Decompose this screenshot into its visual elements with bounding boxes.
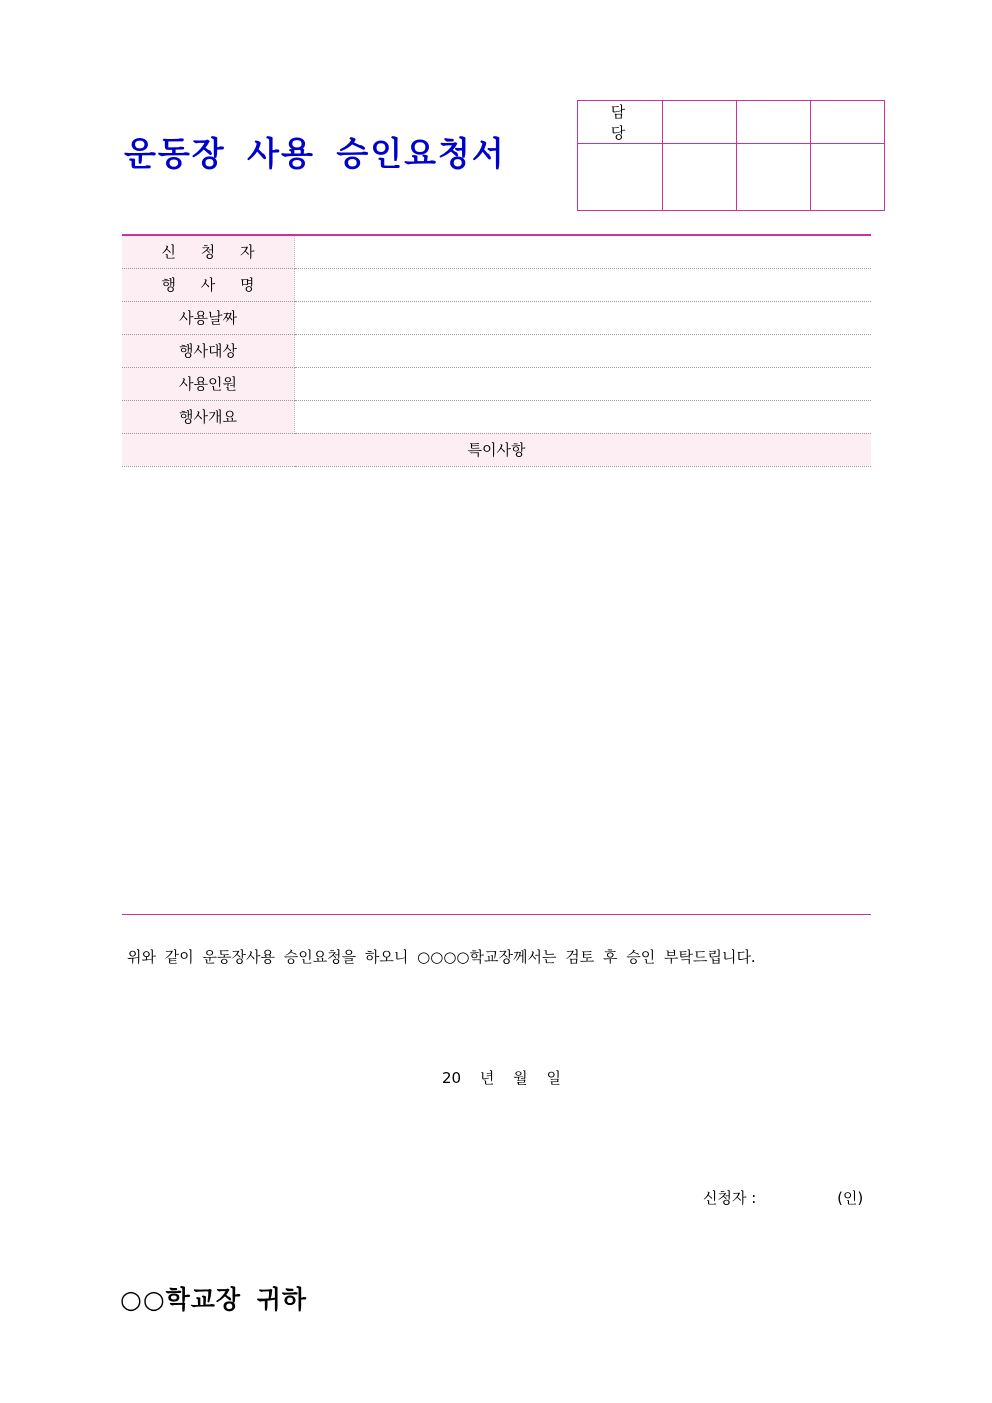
usage-date-label: 사용날짜 [122,301,295,334]
event-summary-field[interactable] [295,400,872,433]
form-row-event-summary [122,400,871,433]
attendees-label: 사용인원 [122,367,295,400]
approval-signature-cell[interactable] [737,144,811,211]
applicant-signature-label: 신청자 : [703,1189,757,1207]
page-title: 운동장 사용 승인요청서 [124,134,506,173]
date-century: 20 [442,1069,462,1087]
event-name-field[interactable] [295,268,872,301]
approval-header-label: 담 당 [578,101,663,144]
application-form [122,234,871,467]
date-month-label: 월 [513,1069,528,1087]
usage-date-field[interactable] [295,301,872,334]
form-row-event-name [122,268,871,301]
approval-box [577,100,885,211]
form-row-usage-date [122,301,871,334]
event-target-field[interactable] [295,334,872,367]
form-row-attendees [122,367,871,400]
request-statement: 위와 같이 운동장사용 승인요청을 하오니 ○○○○학교장께서는 검토 후 승인 부탁드립니다. [127,948,756,966]
approval-signature-cell[interactable] [811,144,885,211]
date-day-label: 일 [546,1069,561,1087]
event-name-label: 행 사 명 [122,268,295,301]
approval-header-cell [811,101,885,144]
section-divider [122,914,871,915]
special-notes-header: 특이사항 [122,433,871,466]
approval-signature-cell[interactable] [663,144,737,211]
form-row-applicant [122,235,871,268]
event-summary-label: 행사개요 [122,400,295,433]
form-row-special-notes [122,433,871,466]
date-year-label: 년 [479,1069,495,1087]
recipient-line: ○○학교장 귀하 [120,1285,308,1314]
applicant-signature-line [703,1187,863,1208]
approval-signature-cell[interactable] [578,144,663,211]
form-row-event-target [122,334,871,367]
attendees-field[interactable] [295,367,872,400]
applicant-field[interactable] [295,235,872,268]
applicant-label: 신 청 자 [122,235,295,268]
approval-header-cell [663,101,737,144]
event-target-label: 행사대상 [122,334,295,367]
approval-header-cell [737,101,811,144]
date-line [442,1067,561,1088]
seal-mark: (인) [837,1189,864,1207]
